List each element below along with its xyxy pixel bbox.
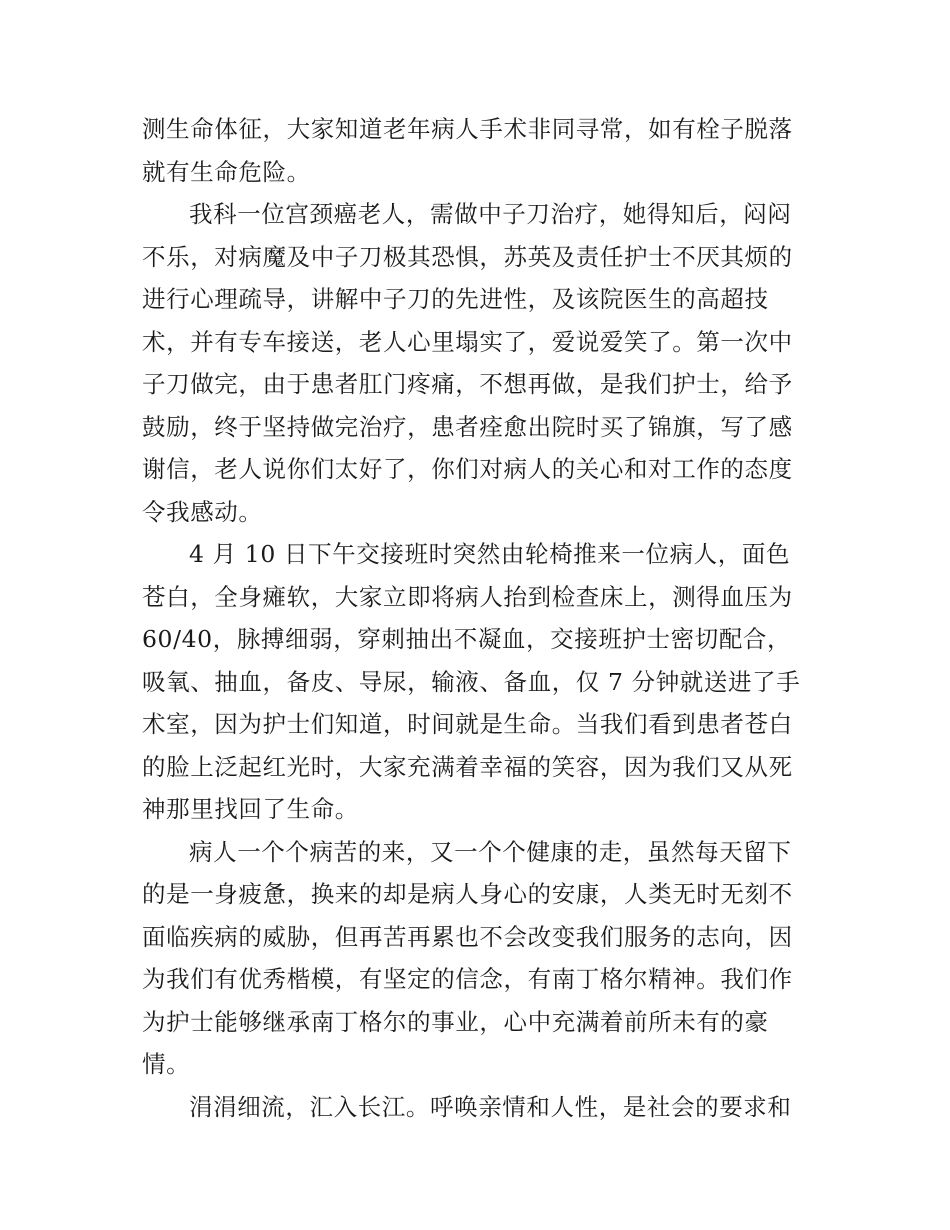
text-line: 为护士能够继承南丁格尔的事业，心中充满着前所未有的豪 — [142, 1007, 769, 1036]
paragraph-first-line: 涓涓细流，汇入长江。呼唤亲情和人性，是社会的要求和 — [189, 1092, 792, 1121]
text-line: 令我感动。 — [142, 497, 263, 526]
text-line: 面临疾病的威胁，但再苦再累也不会改变我们服务的志向，因 — [142, 922, 793, 951]
text-line: 神那里找回了生命。 — [142, 795, 359, 823]
text-line: 谢信，老人说你们太好了，你们对病人的关心和对工作的态度 — [142, 455, 793, 483]
text-line: 进行心理疏导，讲解中子刀的先进性，及该院医生的高超技 — [142, 285, 769, 313]
text-line: 术，并有专车接送，老人心里塌实了，爱说爱笑了。第一次中 — [142, 327, 793, 356]
document-body — [142, 108, 812, 1128]
paragraph-first-line: 病人一个个病苦的来，又一个个健康的走，虽然每天留下 — [189, 837, 792, 866]
text-line: 为我们有优秀楷模，有坚定的信念，有南丁格尔精神。我们作 — [142, 965, 793, 993]
text-line: 的是一身疲惫，换来的却是病人身心的安康，人类无时无刻不 — [142, 880, 793, 908]
text-line: 情。 — [142, 1050, 191, 1078]
text-line: 60/40，脉搏细弱，穿刺抽出不凝血，交接班护士密切配合， — [142, 625, 792, 653]
paragraph-first-line: 4 月 10 日下午交接班时突然由轮椅推来一位病人，面色 — [189, 540, 791, 568]
text-line: 不乐，对病魔及中子刀极其恐惧，苏英及责任护士不厌其烦的 — [142, 242, 793, 271]
text-line: 测生命体征，大家知道老年病人手术非同寻常，如有栓子脱落 — [142, 115, 793, 143]
text-line: 就有生命危险。 — [142, 157, 311, 186]
text-line: 的脸上泛起红光时，大家充满着幸福的笑容，因为我们又从死 — [142, 752, 793, 781]
text-line: 苍白，全身瘫软，大家立即将病人抬到检查床上，测得血压为 — [142, 582, 793, 611]
text-line: 鼓励，终于坚持做完治疗，患者痊愈出院时买了锦旗，写了感 — [142, 412, 793, 441]
text-line: 术室，因为护士们知道，时间就是生命。当我们看到患者苍白 — [142, 710, 793, 738]
text-line: 吸氧、抽血，备皮、导尿，输液、备血，仅 7 分钟就送进了手 — [142, 667, 801, 696]
paragraph-first-line: 我科一位宫颈癌老人，需做中子刀治疗，她得知后，闷闷 — [189, 200, 792, 228]
text-line: 子刀做完，由于患者肛门疼痛，不想再做，是我们护士，给予 — [142, 370, 793, 398]
